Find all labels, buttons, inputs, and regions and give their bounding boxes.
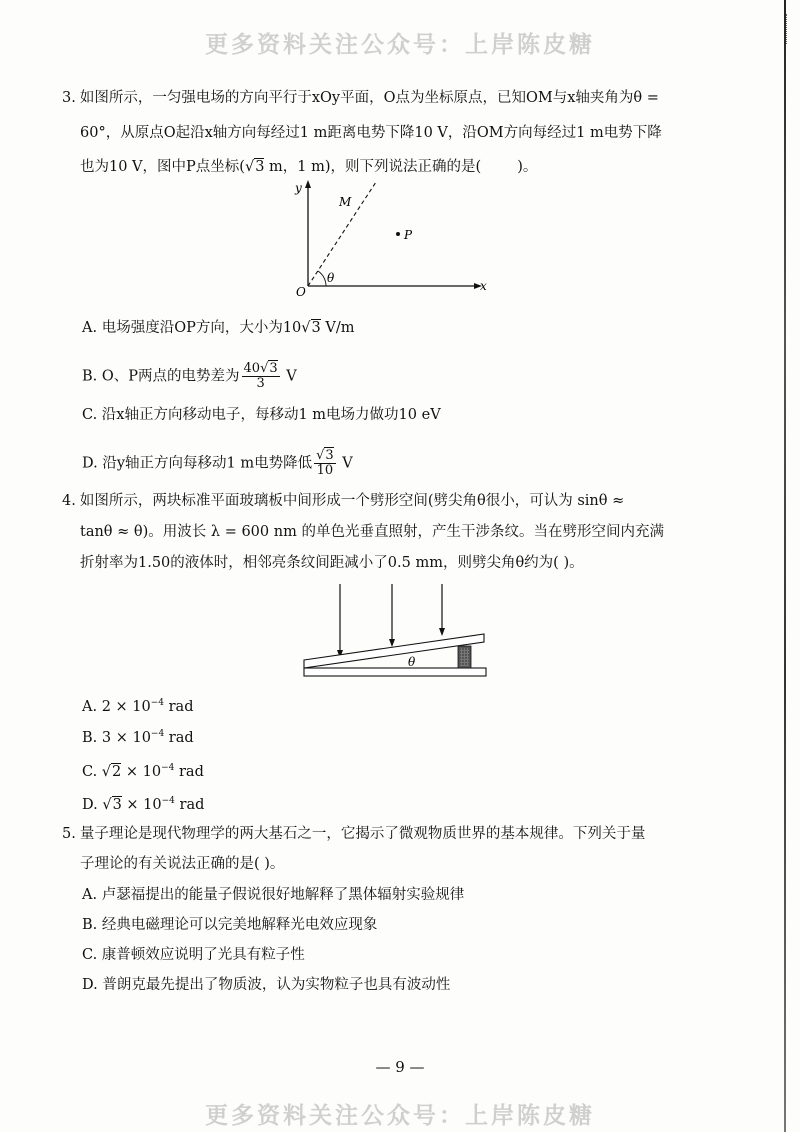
watermark-bottom: 更多资料关注公众号：上岸陈皮糖 <box>205 1103 595 1129</box>
q3-theta-label: θ <box>327 271 335 285</box>
q3-option-d-fraction: $\frac{√3}{10}$ <box>316 448 334 478</box>
q5-option-d: D. 普朗克最先提出了物质波，认为实物粒子也具有波动性 <box>82 977 451 993</box>
q3-option-a: A. 电场强度沿OP方向，大小为10√3 V/m <box>82 320 355 336</box>
q3-option-b-den: 3 <box>256 376 265 391</box>
q3-option-d-unit: V <box>337 455 353 472</box>
q3-option-a-unit: V/m <box>320 320 355 336</box>
q5-stem-line2: 子理论的有关说法正确的是( )。 <box>80 856 285 872</box>
q3-option-d-den: 10 <box>316 463 334 478</box>
q3-p-label: P <box>404 228 413 242</box>
q4-bottom-glass-plate <box>304 668 486 676</box>
q4-theta-label: θ <box>408 655 416 669</box>
q4-option-d-exp: −4 <box>161 796 175 806</box>
scan-edge <box>784 0 786 1132</box>
q4-stem-line1 <box>62 491 624 511</box>
q4-option-b-unit: rad <box>164 729 194 746</box>
q3-y-arrow <box>305 180 311 188</box>
q3-option-b-num: 40 <box>243 361 261 376</box>
q3-option-d <box>82 449 353 478</box>
q3-origin-label: O <box>296 285 306 296</box>
q4-figure <box>300 582 490 682</box>
q3-option-d-text: D. 沿y轴正方向每移动1 m电势降低 <box>82 455 313 472</box>
q3-stem3-part1: 也为10 V，图中P点坐标( <box>80 159 245 175</box>
watermark-top: 更多资料关注公众号：上岸陈皮糖 <box>205 32 595 58</box>
q4-option-c-unit: rad <box>174 763 204 780</box>
q4-option-a-text: A. 2 × 10 <box>82 698 151 715</box>
q3-option-b-unit: V <box>281 368 297 385</box>
q3-option-c: C. 沿x轴正方向移动电子，每移动1 m电场力做功10 eV <box>82 407 441 423</box>
q3-option-b-num-sqrt: 3 <box>269 361 278 376</box>
q4-option-c-mid: × 10 <box>121 763 162 780</box>
q4-option-b-exp: −4 <box>150 729 165 739</box>
q5-option-a: A. 卢瑟福提出的能量子假说很好地解释了黑体辐射实验规律 <box>82 887 465 903</box>
q3-option-d-num-sqrt: 3 <box>325 448 334 463</box>
q4-spacer-hatch <box>460 648 469 666</box>
q5-stem1: 量子理论是现代物理学的两大基石之一，它揭示了微观物质世界的基本规律。下列关于量 <box>79 826 646 842</box>
q3-m-label: M <box>339 195 352 209</box>
q3-option-a-text: A. 电场强度沿OP方向，大小为10 <box>82 320 302 336</box>
q4-ray-3-arrow <box>439 628 445 636</box>
q4-option-a-unit: rad <box>164 698 194 715</box>
q4-option-c-sqrt: 2 <box>112 763 122 780</box>
q4-option-a-exp: −4 <box>150 698 165 708</box>
q3-option-b-text: B. O、P两点的电势差为 <box>82 368 240 385</box>
q3-stem-line3: 也为10 V，图中P点坐标(√3 m，1 m)，则下列说法正确的是( )。 <box>80 159 538 175</box>
q4-option-b-text: B. 3 × 10 <box>82 729 151 746</box>
q4-option-c-exp: −4 <box>161 763 175 773</box>
q3-option-b-fraction: $\frac{40√3}{3}$ <box>243 361 278 391</box>
q4-option-d-sqrt: 3 <box>112 796 122 813</box>
q4-option-d: D. $√3 \times 10^{-4}$ rad <box>82 796 205 813</box>
q3-stem-line2: 60°，从原点O起沿x轴方向每经过1 m距离电势下降10 V，沿OM方向每经过1 m电势下降 <box>80 125 662 141</box>
q5-option-b: B. 经典电磁理论可以完美地解释光电效应现象 <box>82 917 378 933</box>
q4-number: 4. <box>62 493 76 509</box>
q3-y-label: y <box>295 181 302 195</box>
q5-stem-line1 <box>62 824 645 844</box>
q4-option-b <box>82 724 194 748</box>
q4-stem-line3: 折射率为1.50的液体时，相邻亮条纹间距减小了0.5 mm，则劈尖角θ约为( )。 <box>80 555 584 571</box>
q3-stem-line1 <box>62 88 659 108</box>
q3-option-b <box>82 362 297 391</box>
q3-number: 3. <box>62 90 76 106</box>
q3-option-a-sqrt: 3 <box>311 320 321 336</box>
q3-x-label: x <box>480 279 487 293</box>
q4-option-c-text: C. <box>82 763 102 780</box>
q3-stem3-part3: )。 <box>517 159 538 175</box>
q4-stem-line2: tanθ ≈ θ)。用波长 λ = 600 nm 的单色光垂直照射，产生干涉条纹。当在劈形空间内充满 <box>80 524 664 540</box>
page-number: — 9 — <box>375 1058 425 1076</box>
q4-option-c: C. $√2 \times 10^{-4}$ rad <box>82 763 204 780</box>
q4-ray-2-arrow <box>389 639 395 647</box>
q3-stem3-sqrt: 3 <box>255 159 265 175</box>
q3-stem1: 如图所示，一匀强电场的方向平行于xOy平面，O点为坐标原点，已知OM与x轴夹角为θ = <box>79 90 659 106</box>
q4-option-d-text: D. <box>82 796 103 813</box>
q4-option-d-mid: × 10 <box>121 796 162 813</box>
q4-stem1: 如图所示，两块标准平面玻璃板中间形成一个劈形空间(劈尖角θ很小，可认为 sinθ ≈ <box>79 493 625 509</box>
q4-option-a <box>82 693 193 717</box>
q5-option-c: C. 康普顿效应说明了光具有粒子性 <box>82 947 305 963</box>
q4-option-d-unit: rad <box>174 796 205 813</box>
q3-stem3-part2: m，1 m)，则下列说法正确的是( <box>264 159 482 175</box>
q5-number: 5. <box>62 826 76 842</box>
q3-point-p <box>396 232 400 236</box>
q3-figure <box>288 176 498 296</box>
q3-theta-arc <box>318 271 326 286</box>
